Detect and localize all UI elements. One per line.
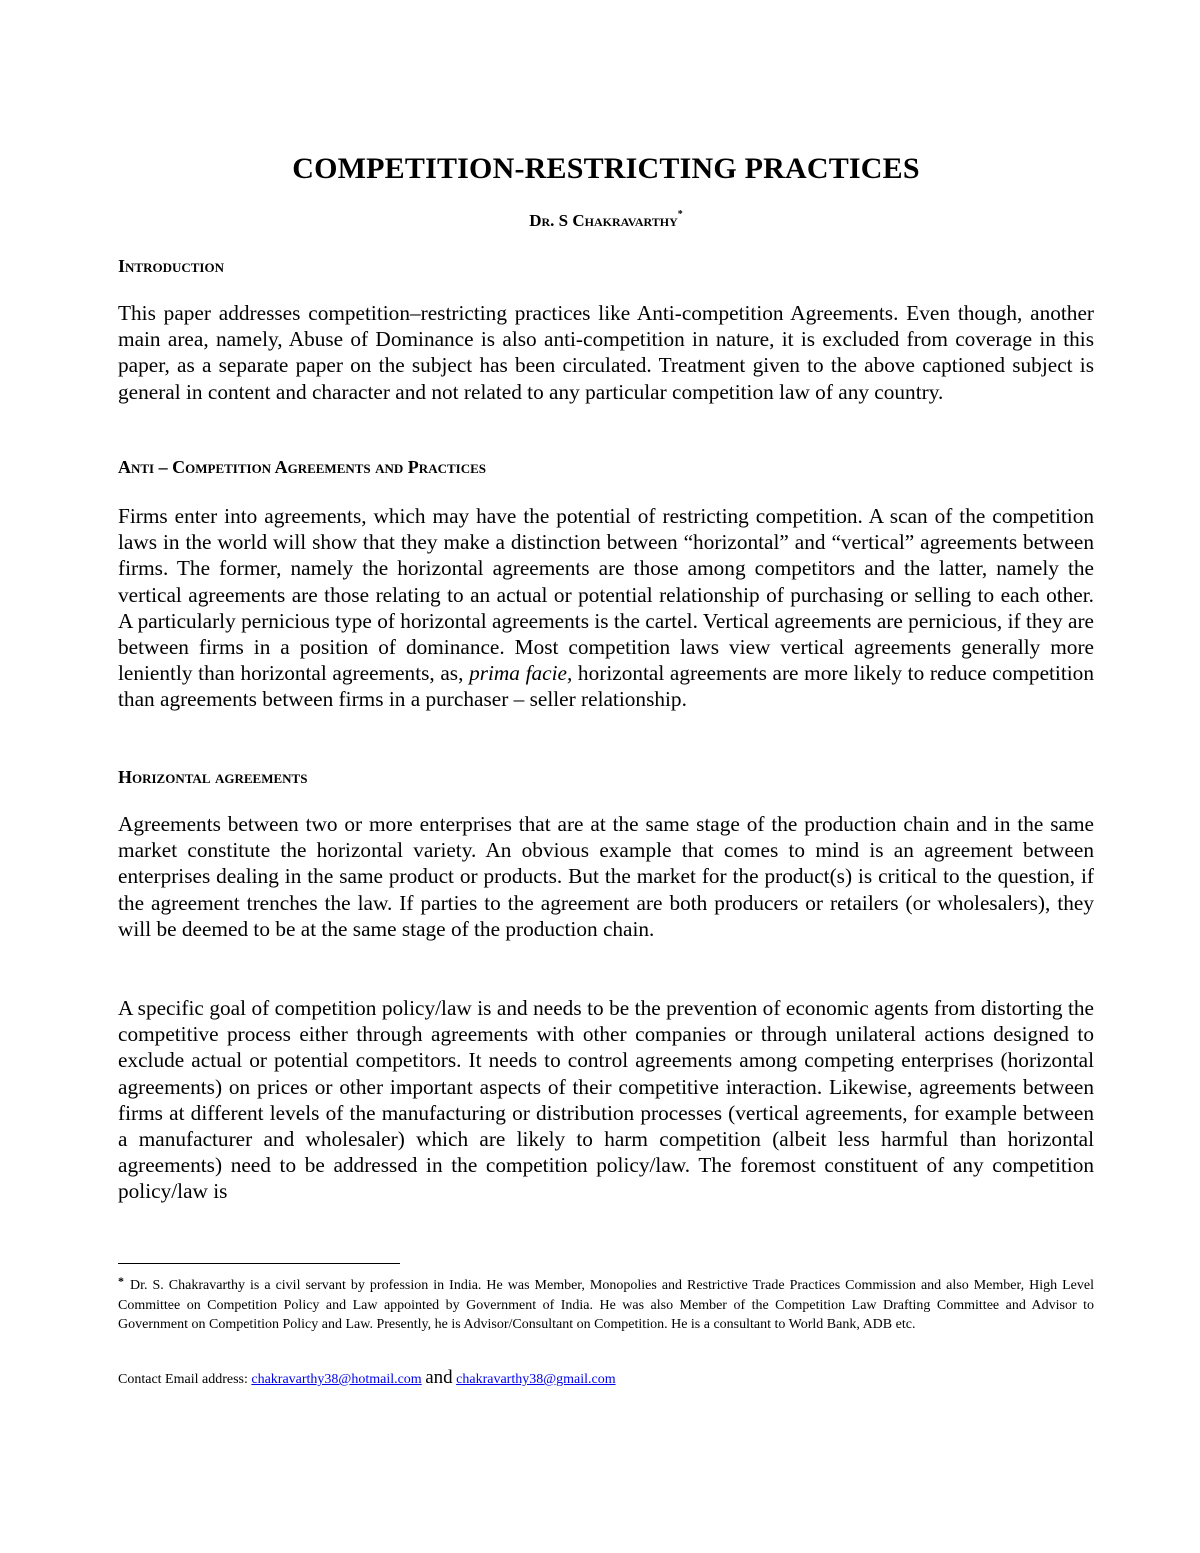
section-heading-horizontal-agreements: Horizontal agreements (118, 767, 308, 787)
footnote-separator (118, 1263, 400, 1264)
paragraph-text: horizontal agreements are more likely to reduce competition than agreements between firms in a purchaser – seller relationship. (118, 661, 1094, 712)
footnote (118, 1276, 1094, 1335)
contact-label: Contact Email address: (118, 1372, 248, 1387)
paragraph-introduction: This paper addresses competition–restricting practices like Anti-competition Agreements. Even though, another main area, namely, Abuse of Dominance is also anti-competition in nature, it is excluded from coverage in this paper, as a separate paper on the subject has been circulated. Treatment given to the above captioned subject is general in content and character and not related to any particular competition law of any country. (118, 301, 1094, 404)
emphasis-prima-facie: prima facie, (469, 661, 573, 686)
section-heading-introduction: Introduction (118, 256, 224, 276)
section-heading-anti-competition: Anti – Competition Agreements and Practices (118, 457, 486, 477)
paragraph-horizontal-2: A specific goal of competition policy/law is and needs to be the prevention of economic agents from distorting the competitive process either through agreements with other companies or through unilateral actions designed to exclude actual or potential competitors. It needs to control agreements among competing enterprises (horizontal agreements) on prices or other important aspects of their competitive interaction. Likewise, agreements between firms at different levels of the manufacturing or distribution processes (vertical agreements, for example between a manufacturer and wholesaler) which are likely to harm competition (albeit less harmful than horizontal agreements) need to be addressed in the competition policy/law. The foremost constituent of any competition policy/law is (118, 996, 1094, 1204)
author-name: Dr. S Chakravarthy (529, 211, 678, 230)
paragraph-text: Firms enter into agreements, which may have the potential of restricting competition. A scan of the competition laws in the world will show that they make a distinction between “horizontal” and “vertical” agreements between firms. The former, namely the horizontal agreements are those among competitors and the latter, namely the vertical agreements are those relating to an actual or potential relationship of purchasing or selling to each other. A particularly pernicious type of horizontal agreements is the cartel. Vertical agreements are pernicious, if they are between firms in a position of dominance. Most competition laws view vertical agreements generally more leniently than horizontal agreements, as, (118, 504, 1094, 686)
paragraph-anti-competition (118, 503, 1094, 713)
email-link-hotmail[interactable]: chakravarthy38@hotmail.com (251, 1372, 422, 1387)
paragraph-horizontal-1: Agreements between two or more enterprises that are at the same stage of the production chain and in the same market constitute the horizontal variety. An obvious example that comes to mind is an agreement between enterprises dealing in the same product or products. But the market for the product(s) is critical to the question, if the agreement trenches the law. If parties to the agreement are both producers or retailers (or wholesalers), they will be deemed to be at the same stage of the production chain. (118, 812, 1094, 941)
document-title: COMPETITION-RESTRICTING PRACTICES (292, 152, 920, 185)
footnote-text: Dr. S. Chakravarthy is a civil servant by profession in India. He was Member, Monopolies and Restrictive Trade Practices Commission and also Member, High Level Committee on Competition Policy and Law appointed by Government of India. He was also Member of the Competition Law Drafting Committee and Advisor to Government on Competition Policy and Law. Presently, he is Advisor/Consultant on Competition. He is a consultant to World Bank, ADB etc. (118, 1278, 1094, 1332)
contact-line (118, 1368, 616, 1390)
contact-joiner: and (425, 1367, 453, 1388)
author-line (118, 211, 1094, 231)
footnote-mark: * (118, 1274, 124, 1288)
author-footnote-mark[interactable]: * (677, 209, 683, 220)
email-link-gmail[interactable]: chakravarthy38@gmail.com (456, 1372, 616, 1387)
